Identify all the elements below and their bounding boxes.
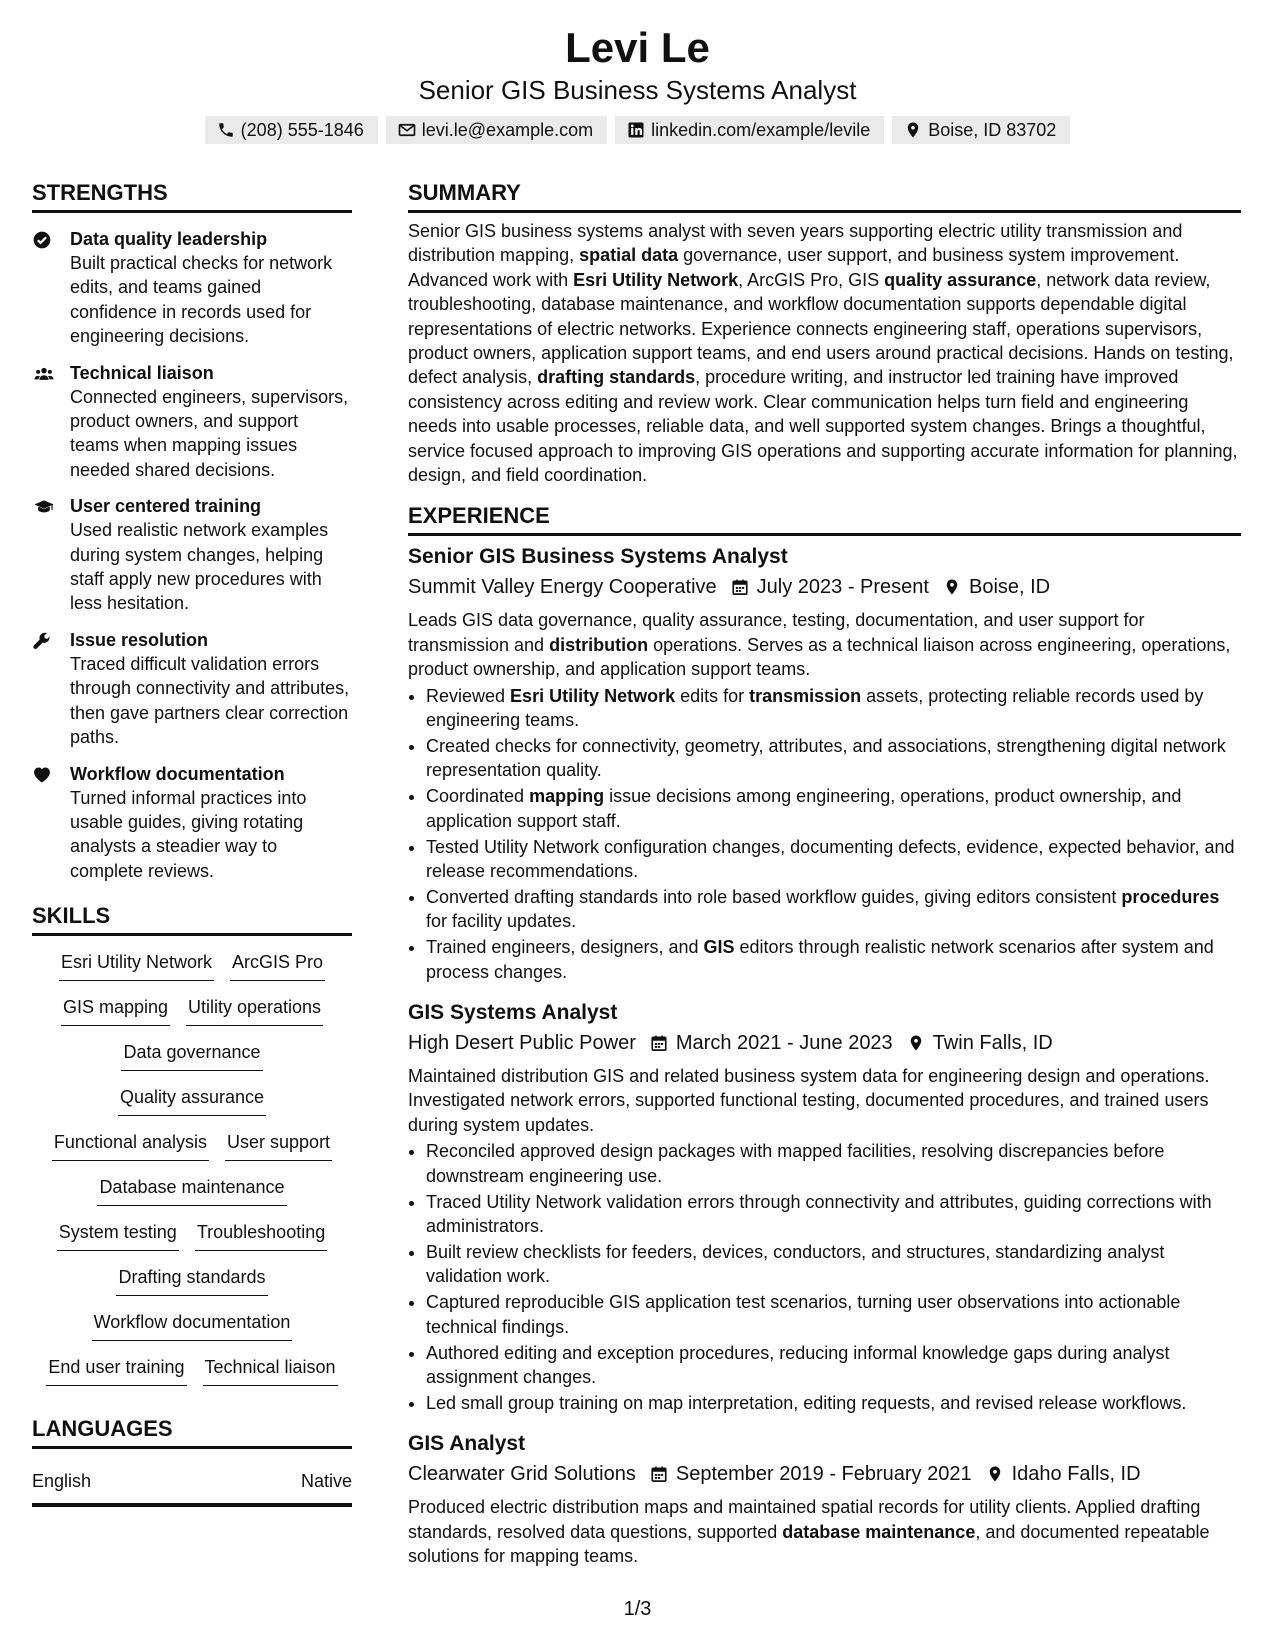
text-run: Built review checklists for feeders, devices, conductors, and structures, standardizing analyst validation work. [426, 1241, 1165, 1287]
job-dates: September 2019 - February 2021 [675, 1463, 972, 1486]
text-run: edits for [675, 685, 750, 706]
job-bullet [426, 684, 1241, 733]
skill-tag: ArcGIS Pro [230, 950, 325, 981]
text-run: , ArcGIS Pro, GIS [738, 269, 885, 290]
linkedin-icon [627, 121, 645, 139]
bold-keyword: GIS [703, 937, 735, 958]
language-row [32, 1469, 352, 1507]
strength-title: Technical liaison [70, 362, 214, 383]
page-number: 1/3 [623, 1598, 652, 1620]
job-meta [408, 1459, 1241, 1489]
candidate-headline: Senior GIS Business Systems Analyst [418, 75, 857, 105]
bold-keyword: database maintenance [782, 1521, 976, 1542]
resume-header [0, 22, 1275, 144]
strength-item [32, 494, 352, 616]
graduation-cap-icon [32, 497, 56, 517]
job-dates: March 2021 - June 2023 [675, 1032, 893, 1055]
experience-list [408, 542, 1241, 1568]
languages-heading: LANGUAGES [32, 1414, 352, 1449]
skill-row [32, 1355, 352, 1400]
skill-row [32, 995, 352, 1040]
job-company: Summit Valley Energy Cooperative [408, 576, 717, 599]
job-company: High Desert Public Power [408, 1032, 636, 1055]
job-title: Senior GIS Business Systems Analyst [408, 545, 788, 569]
skill-tag: End user training [46, 1355, 186, 1386]
text-run: Leads GIS data governance, quality assurance, testing, documentation, and user support for transmission and [408, 610, 1145, 655]
text-run: Converted drafting standards into role based workflow guides, giving editors consistent [426, 886, 1122, 907]
map-pin-icon [907, 1034, 925, 1052]
language-level: Native [300, 1471, 352, 1492]
text-run: , network data review, troubleshooting, database maintenance, and workflow documentation supports dependable digital representations of electric networks. Experience connects engineering staff, operations supervisors, product owners, application support teams, and end users around practical decisions. Hands on testing, defect analysis, [408, 269, 1234, 388]
right-column [408, 178, 1241, 1568]
text-run: Created checks for connectivity, geometry, attributes, and associations, strengthening digital network representation quality. [426, 736, 1226, 781]
strength-desc: Traced difficult validation errors through connectivity and attributes, then gave partners clear correction paths. [70, 653, 350, 748]
text-run: for facility updates. [426, 911, 577, 932]
bold-keyword: drafting standards [537, 367, 696, 388]
skill-tag: Troubleshooting [195, 1220, 327, 1251]
job-bullet [426, 885, 1241, 934]
job-meta [408, 1028, 1241, 1058]
bold-keyword: Esri Utility Network [510, 685, 676, 706]
text-run: , procedure writing, and instructor led training have improved consistency across editing and review work. Clear communication helps turn field and engineering needs into usable processes, reliable data, and well supported system changes. Brings a thoughtful, service focused approach to improving GIS operations and supporting accurate information for planning, design, and field coordination. [408, 367, 1238, 486]
strength-item [32, 628, 352, 750]
skill-row [32, 1040, 352, 1085]
skill-tag: System testing [57, 1220, 179, 1251]
strength-item [32, 227, 352, 349]
job-bullet [426, 1240, 1241, 1289]
job-entry [408, 1429, 1241, 1568]
contact-email[interactable] [386, 116, 607, 144]
experience-heading: EXPERIENCE [408, 501, 1241, 536]
text-run: Captured reproducible GIS application test scenarios, turning user observations into actionable technical findings. [426, 1292, 1181, 1337]
strength-desc: Used realistic network examples during system changes, helping staff apply new procedures with less hesitation. [70, 520, 329, 614]
contact-phone-text: (208) 555-1846 [240, 120, 364, 140]
users-icon [32, 364, 56, 384]
bold-keyword: spatial data [579, 245, 679, 266]
job-dates: July 2023 - Present [756, 576, 929, 599]
skill-row [32, 1220, 352, 1265]
job-location: Idaho Falls, ID [1011, 1463, 1141, 1486]
text-run: Authored editing and exception procedures, reducing informal knowledge gaps during analyst assignment changes. [426, 1342, 1170, 1387]
job-bullet [426, 1139, 1241, 1188]
language-name: English [32, 1471, 92, 1492]
strength-item [32, 361, 352, 483]
left-column [32, 178, 352, 1507]
skill-tag: Database maintenance [97, 1175, 286, 1206]
text-run: Senior GIS business systems analyst with seven years supporting electric utility transmission and distribution mapping, [408, 221, 1183, 266]
skill-tag: User support [225, 1130, 332, 1161]
strength-title: Data quality leadership [70, 229, 268, 249]
text-run: Traced Utility Network validation errors through connectivity and attributes, guiding corrections with administrators. [426, 1191, 1212, 1236]
text-run: governance, user support, and business system improvement. Advanced work with [408, 245, 1180, 290]
skills-list [32, 950, 352, 1400]
contact-location [892, 116, 1070, 144]
job-description [408, 1064, 1241, 1137]
calendar-icon [650, 1465, 668, 1483]
map-pin-icon [904, 121, 922, 139]
job-bullets [408, 684, 1241, 984]
skill-tag: Quality assurance [118, 1085, 266, 1116]
strength-title: Issue resolution [70, 629, 209, 650]
bold-keyword: Esri Utility Network [573, 269, 739, 290]
skill-row [32, 1265, 352, 1310]
skill-tag: Drafting standards [116, 1265, 267, 1296]
job-bullet [426, 1190, 1241, 1239]
job-location: Boise, ID [968, 576, 1051, 599]
job-description [408, 608, 1241, 681]
bold-keyword: distribution [549, 634, 649, 655]
contact-bar [0, 116, 1275, 144]
text-run: assets, protecting reliable records used by engineering teams. [426, 685, 1204, 731]
skill-row [32, 1310, 352, 1355]
strength-desc: Built practical checks for network edits, and teams gained confidence in records used for engineering decisions. [70, 253, 333, 347]
map-pin-icon [986, 1465, 1004, 1483]
job-bullet [426, 734, 1241, 783]
text-run: Trained engineers, designers, and [426, 937, 704, 958]
job-bullet [426, 935, 1241, 984]
wrench-icon [32, 631, 52, 651]
calendar-icon [731, 578, 749, 596]
text-run: Maintained distribution GIS and related business system data for engineering design and operations. Investigated network errors, supported functional testing, documented procedures, and trained users during system updates. [408, 1066, 1210, 1135]
text-run: Reconciled approved design packages with mapped facilities, resolving discrepancies before downstream engineering use. [426, 1141, 1165, 1186]
text-run: Coordinated [426, 786, 530, 807]
contact-phone[interactable] [205, 116, 378, 144]
contact-linkedin-text: linkedin.com/example/levile [651, 120, 871, 140]
strength-desc: Turned informal practices into usable guides, giving rotating analysts a steadier way to complete reviews. [70, 787, 307, 881]
skill-tag: Esri Utility Network [59, 950, 214, 981]
contact-linkedin[interactable] [615, 116, 884, 144]
job-location: Twin Falls, ID [932, 1032, 1053, 1055]
job-bullet [426, 835, 1241, 884]
contact-location-text: Boise, ID 83702 [928, 120, 1057, 140]
job-meta [408, 572, 1241, 602]
envelope-icon [398, 121, 416, 139]
calendar-icon [650, 1034, 668, 1052]
job-bullet [426, 784, 1241, 833]
heart-icon [32, 765, 52, 785]
skill-tag: GIS mapping [61, 995, 170, 1026]
skill-tag: Data governance [121, 1040, 262, 1071]
job-entry [408, 542, 1241, 984]
text-run: Tested Utility Network configuration changes, documenting defects, evidence, expected behavior, and release recommendations. [426, 836, 1235, 882]
text-run: operations. Serves as a technical liaison across engineering, operations, product ownership, and application support teams. [408, 634, 1231, 680]
strength-item [32, 762, 352, 884]
bold-keyword: procedures [1121, 886, 1220, 907]
skill-tag: Workflow documentation [92, 1310, 293, 1341]
bold-keyword: mapping [529, 786, 605, 807]
job-company: Clearwater Grid Solutions [408, 1463, 636, 1486]
skill-row [32, 1130, 352, 1175]
strengths-list [32, 227, 352, 883]
skill-tag: Technical liaison [203, 1355, 338, 1386]
bold-keyword: quality assurance [884, 269, 1037, 290]
job-bullet [426, 1341, 1241, 1390]
text-run: editors through realistic network scenarios after system and process changes. [426, 937, 1214, 982]
text-run: Produced electric distribution maps and maintained spatial records for utility clients. Applied drafting standards, resolved data questions, supported [408, 1497, 1201, 1542]
job-bullet [426, 1391, 1241, 1415]
job-description [408, 1495, 1241, 1568]
phone-icon [217, 121, 235, 139]
text-run: Reviewed [426, 685, 511, 706]
skill-row [32, 1175, 352, 1220]
job-entry [408, 998, 1241, 1415]
candidate-name: Levi Le [565, 24, 710, 71]
skills-heading: SKILLS [32, 901, 352, 936]
summary-heading: SUMMARY [408, 178, 1241, 213]
skill-tag: Utility operations [186, 995, 323, 1026]
job-title: GIS Analyst [408, 1432, 526, 1456]
strengths-heading: STRENGTHS [32, 178, 352, 213]
job-bullet [426, 1290, 1241, 1339]
text-run: Led small group training on map interpretation, editing requests, and revised release workflows. [426, 1392, 1187, 1413]
skill-row [32, 1085, 352, 1130]
map-pin-icon [943, 578, 961, 596]
text-run: , and documented repeatable solutions for mapping teams. [408, 1521, 1210, 1567]
check-circle-icon [32, 230, 52, 250]
skill-row [32, 950, 352, 995]
job-title: GIS Systems Analyst [408, 1001, 618, 1025]
bold-keyword: transmission [749, 685, 862, 706]
text-run: issue decisions among engineering, operations, product ownership, and application support staff. [426, 786, 1182, 831]
contact-email-text: levi.le@example.com [421, 120, 594, 140]
job-bullets [408, 1139, 1241, 1415]
skill-tag: Functional analysis [52, 1130, 209, 1161]
strength-title: Workflow documentation [70, 763, 285, 784]
strength-desc: Connected engineers, supervisors, product owners, and support teams when mapping issues needed shared decisions. [70, 386, 349, 480]
summary-text [408, 219, 1241, 487]
strength-title: User centered training [70, 496, 262, 517]
